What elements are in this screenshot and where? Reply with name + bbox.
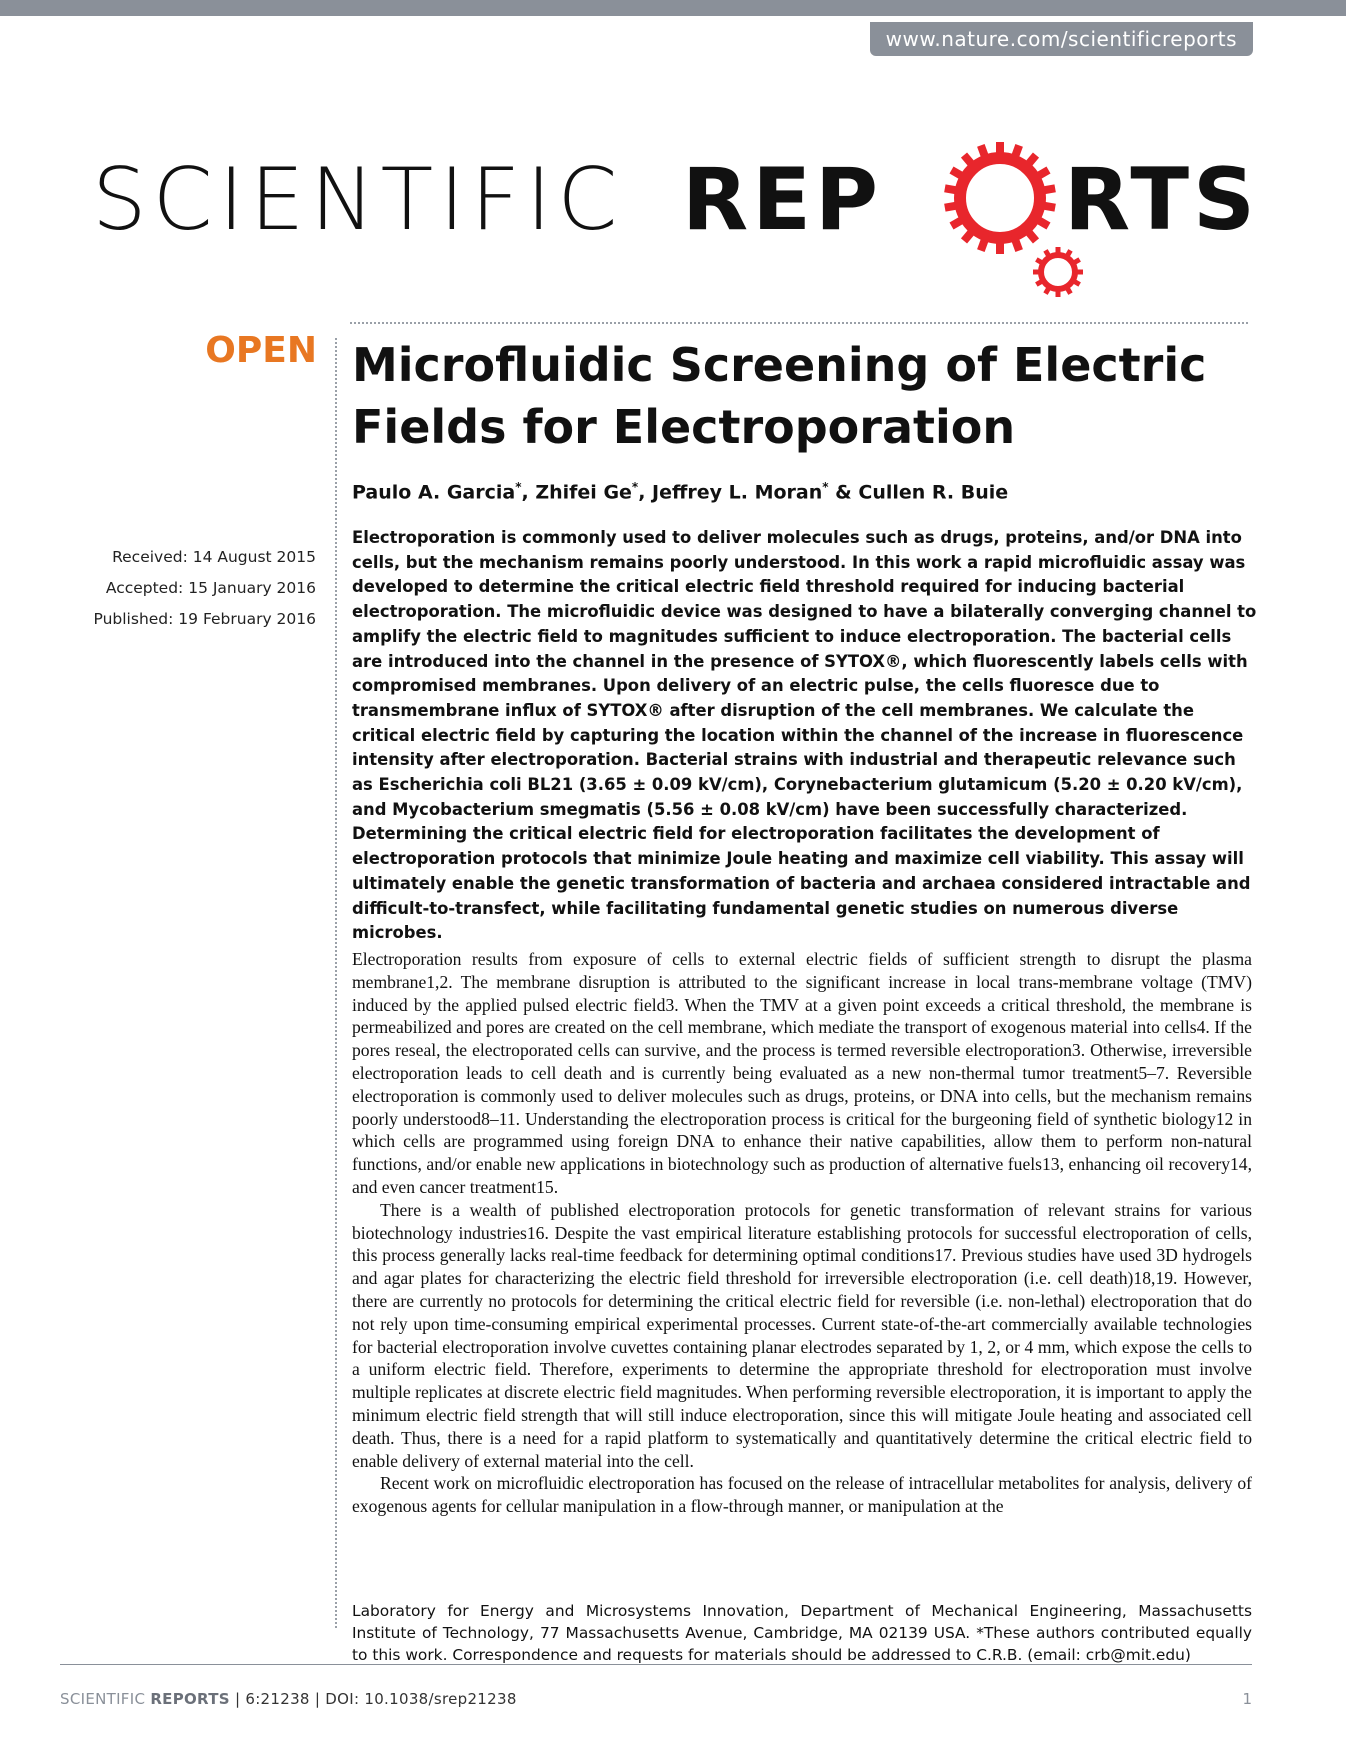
footer-divider bbox=[60, 1664, 1252, 1665]
gear-tooth bbox=[996, 238, 1004, 254]
open-access-label: OPEN bbox=[205, 330, 317, 371]
author-list bbox=[352, 480, 1252, 503]
abstract: Electroporation is commonly used to deliver molecules such as drugs, proteins, and/or DNA into cells, but the mechanism remains poorly understood. In this work a rapid microfluidic assay was developed to determine the critical electric field threshold required for inducing bacterial electroporation. The microfluidic device was designed to have a bilaterally converging channel to amplify the electric field to magnitudes sufficient to induce electroporation. The bacterial cells are introduced into the channel in the presence of SYTOX®, which fluorescently labels cells with compromised membranes. Upon delivery of an electric pulse, the cells fluoresce due to transmembrane influx of SYTOX® after disruption of the cell membranes. We calculate the critical electric field by capturing the location within the channel of the increase in fluorescence intensity after electroporation. Bacterial strains with industrial and therapeutic relevance such as Escherichia coli BL21 (3.65 ± 0.09 kV/cm), Corynebacterium glutamicum (5.20 ± 0.20 kV/cm), and Mycobacterium smegmatis (5.56 ± 0.08 kV/cm) have been successfully characterized. Determining the critical electric field for electroporation facilitates the development of electroporation protocols that minimize Joule heating and maximize cell viability. This assay will ultimately enable the genetic transformation of bacteria and archaea considered intractable and difficult-to-transfect, while facilitating fundamental genetic studies on numerous diverse microbes. bbox=[352, 528, 1257, 943]
author-1[interactable]: Zhifei Ge bbox=[535, 481, 632, 504]
accepted-date: Accepted: 15 January 2016 bbox=[105, 579, 316, 597]
column-divider bbox=[335, 338, 337, 1628]
logo-text-bold-right: RTS bbox=[1064, 150, 1259, 250]
gear-tooth bbox=[996, 142, 1004, 158]
author-2[interactable]: Jeffrey L. Moran bbox=[652, 481, 823, 504]
article-dates bbox=[60, 542, 316, 635]
body-paragraph-3: Recent work on microfluidic electroporation has focused on the release of intracellular metabolites for analysis, delivery of exogenous agents for cellular manipulation in a flow-through manner, or manipulation at the bbox=[352, 1473, 1252, 1517]
gear-tooth bbox=[1056, 247, 1061, 257]
author-1-mark: * bbox=[631, 480, 639, 494]
logo-text-bold-left: REP bbox=[682, 150, 882, 250]
footer-citation bbox=[60, 1690, 517, 1708]
footer-journal-light: SCIENTIFIC bbox=[60, 1690, 151, 1708]
affiliation-note: Laboratory for Energy and Microsystems Innovation, Department of Mechanical Engineering, Massachusetts Institute of Technology, 77 Massachusetts Avenue, Cambridge, MA 02139 USA. *These authors contributed equally to this work. Correspondence and requests for materials should be addressed to C.R.B. (email: crb@mit.edu) bbox=[352, 1602, 1252, 1664]
article-title: Microfluidic Screening of Electric Fields for Electroporation bbox=[352, 338, 1207, 454]
gear-tooth bbox=[1033, 270, 1043, 275]
received-date: Received: 14 August 2015 bbox=[112, 548, 316, 566]
gear-icon bbox=[940, 138, 1060, 258]
gear-tooth bbox=[1073, 270, 1083, 275]
footer-journal-bold: REPORTS bbox=[150, 1690, 230, 1708]
author-sep: & bbox=[828, 481, 859, 504]
small-gear-icon bbox=[1030, 244, 1086, 300]
author-0-mark: * bbox=[515, 480, 522, 494]
footer-doi[interactable]: | 6:21238 | DOI: 10.1038/srep21238 bbox=[229, 1690, 517, 1708]
author-3[interactable]: Cullen R. Buie bbox=[858, 481, 1009, 504]
journal-url[interactable]: www.nature.com/scientificreports bbox=[870, 22, 1253, 56]
logo-text-light: SCIENTIFIC bbox=[92, 150, 624, 250]
gear-tooth bbox=[1056, 287, 1061, 297]
journal-logo bbox=[92, 130, 1259, 290]
top-bar bbox=[0, 0, 1346, 16]
page-number: 1 bbox=[1242, 1690, 1252, 1708]
body-paragraph-2: There is a wealth of published electroporation protocols for genetic transformation of relevant strains for various biotechnology industries16. Despite the vast empirical literature establishing protocols for successful electroporation of cells, this process generally lacks real-time feedback for determining optimal conditions17. Previous studies have used 3D hydrogels and agar plates for characterizing the electric field threshold for irreversible electroporation (i.e. cell death)18,19. However, there are currently no protocols for determining the critical electric field for reversible (i.e. non-lethal) electroporation that do not rely upon time-consuming empirical experimental processes. Current state-of-the-art commercially available technologies for bacterial electroporation involve cuvettes containing planar electrodes separated by 1, 2, or 4 mm, which expose the cells to a uniform electric field. Therefore, experiments to determine the appropriate threshold for electroporation must involve multiple replicates at discrete electric field magnitudes. When performing reversible electroporation, it is important to apply the minimum electric field strength that will still induce electroporation, since this will mitigate Joule heating and associated cell death. Thus, there is a need for a rapid platform to systematically and quantitatively determine the critical electric field to enable delivery of external material into the cell. bbox=[352, 1199, 1252, 1471]
published-date: Published: 19 February 2016 bbox=[93, 610, 316, 628]
body-paragraph-1: Electroporation results from exposure of cells to external electric fields of sufficient strength to disrupt the plasma membrane1,2. The membrane disruption is attributed to the significant increase in local trans-membrane voltage (TMV) induced by the applied pulsed electric field3. When the TMV at a given point exceeds a critical threshold, the membrane is permeabilized and pores are created on the cell membrane, which mediate the transport of exogenous material into cells4. If the pores reseal, the electroporated cells can survive, and the process is termed reversible electroporation3. Otherwise, irreversible electroporation leads to cell death and is currently being evaluated as a new non-thermal tumor treatment5–7. Reversible electroporation is commonly used to deliver molecules such as drugs, proteins, or DNA into cells, but the mechanism remains poorly understood8–11. Understanding the electroporation process is critical for the burgeoning field of synthetic biology12 in which cells are programmed using foreign DNA to enhance their native capabilities, allow them to perform non-natural functions, and/or enable new applications in biotechnology such as production of alternative fuels13, enhancing oil recovery14, and even cancer treatment15. bbox=[352, 949, 1252, 1197]
article-body bbox=[352, 948, 1252, 1518]
author-sep: , bbox=[521, 481, 536, 504]
author-2-mark: * bbox=[822, 480, 829, 494]
header-divider bbox=[350, 322, 1248, 324]
author-sep: , bbox=[638, 481, 653, 504]
author-0[interactable]: Paulo A. Garcia bbox=[352, 481, 516, 504]
